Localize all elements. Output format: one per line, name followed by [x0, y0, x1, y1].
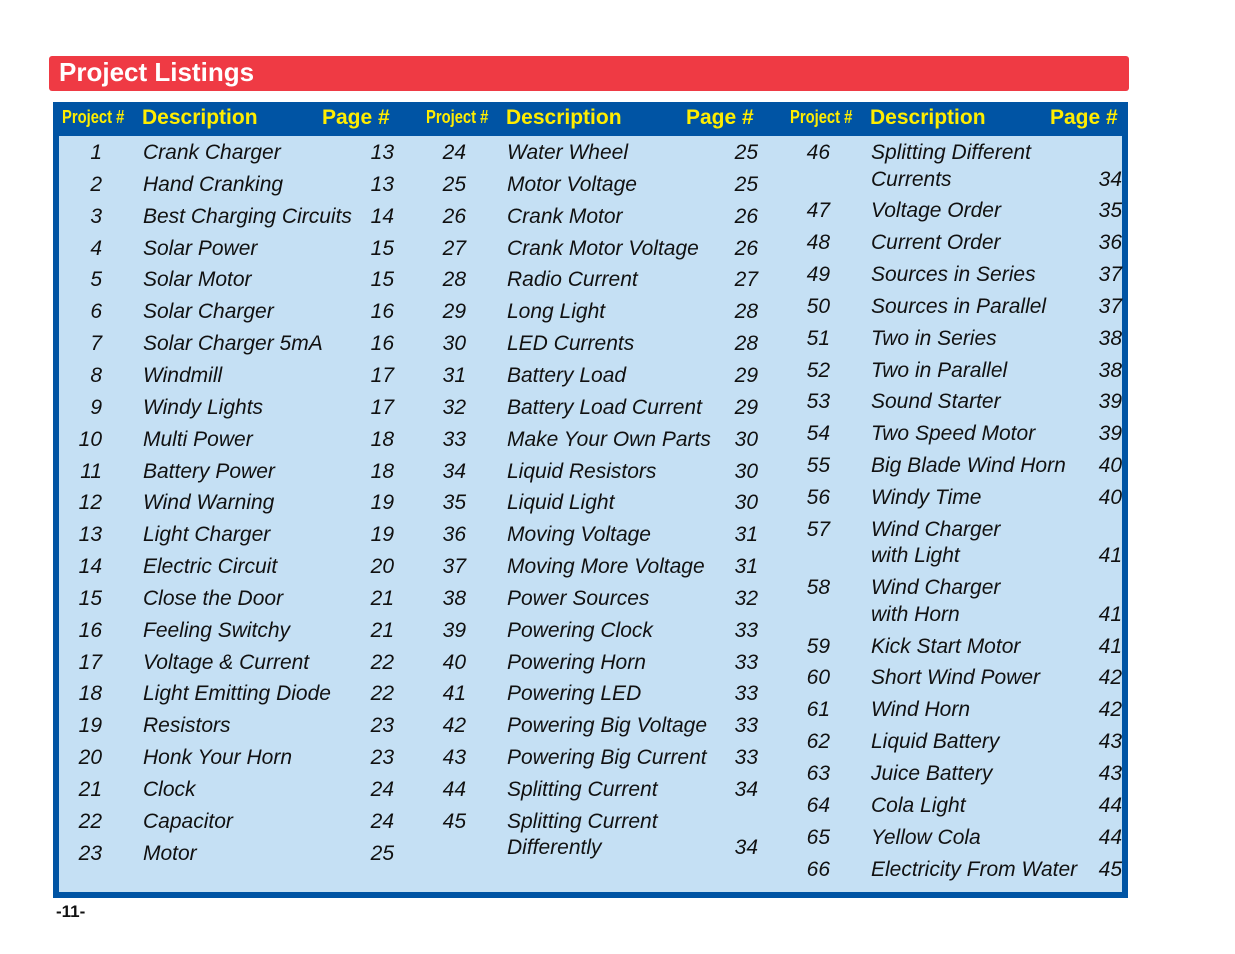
project-number: 64 [806, 793, 830, 817]
project-number: 22 [78, 809, 102, 833]
project-page: 44 [1098, 825, 1122, 849]
project-page: 15 [370, 268, 394, 292]
project-number: 10 [78, 427, 102, 451]
project-number: 62 [806, 730, 830, 754]
project-number: 15 [78, 586, 102, 610]
project-page: 21 [370, 618, 394, 642]
project-page: 19 [370, 491, 394, 515]
project-page: 34 [734, 836, 758, 860]
project-number: 34 [442, 459, 466, 483]
project-description: Wind Warning [143, 491, 275, 515]
project-number: 38 [442, 586, 466, 610]
project-page: 40 [1098, 486, 1122, 509]
project-description: Liquid Light [507, 491, 615, 515]
header-project-1: Project # [62, 107, 125, 127]
project-page: 39 [1098, 422, 1122, 446]
project-number: 63 [806, 761, 830, 785]
project-number: 46 [806, 141, 830, 164]
project-number: 24 [442, 141, 466, 164]
project-number: 44 [442, 778, 466, 801]
project-number: 60 [806, 666, 830, 690]
project-page: 23 [370, 746, 394, 770]
project-number: 4 [90, 236, 102, 260]
project-description: Long Light [507, 300, 606, 324]
project-number: 18 [78, 682, 102, 706]
project-description: Radio Current [507, 268, 638, 292]
project-description: Light Emitting Diode [143, 682, 331, 706]
project-description: Two Speed Motor [871, 422, 1036, 446]
project-description: Voltage & Current [143, 650, 310, 674]
project-number: 42 [442, 714, 466, 738]
project-description: Powering Clock [507, 618, 653, 642]
project-number: 52 [806, 358, 830, 382]
project-description: Differently [507, 836, 602, 860]
project-number: 61 [806, 698, 830, 722]
project-number: 33 [442, 427, 466, 451]
project-description: Electricity From Water [871, 857, 1078, 881]
project-description: Feeling Switchy [143, 618, 291, 642]
project-number: 35 [442, 491, 466, 515]
project-page: 35 [1098, 199, 1122, 223]
project-number: 21 [78, 778, 102, 801]
header-description-1: Description [142, 106, 258, 129]
project-page: 16 [370, 300, 394, 324]
project-number: 27 [442, 236, 466, 260]
project-description: Liquid Battery [871, 730, 1000, 754]
project-number: 11 [80, 459, 102, 483]
project-page: 40 [1098, 454, 1122, 478]
project-number: 55 [806, 454, 830, 478]
project-description: with Light [871, 544, 960, 568]
project-description: Splitting Current [507, 778, 658, 801]
project-description: Solar Charger [143, 300, 274, 324]
project-number: 40 [442, 650, 466, 674]
project-description: Cola Light [871, 793, 966, 817]
project-number: 1 [90, 141, 102, 164]
project-page: 22 [370, 682, 394, 706]
project-number: 5 [90, 268, 102, 292]
project-number: 29 [442, 300, 466, 324]
project-number: 3 [90, 204, 102, 228]
project-page: 34 [734, 778, 758, 801]
project-description: Big Blade Wind Horn [871, 454, 1066, 478]
project-number: 26 [442, 204, 466, 228]
project-number: 48 [806, 231, 830, 255]
page-title: Project Listings [59, 57, 255, 87]
project-page: 30 [734, 427, 758, 451]
project-number: 51 [806, 326, 830, 350]
project-page: 38 [1098, 326, 1122, 350]
project-page: 42 [1098, 698, 1122, 722]
project-description: Light Charger [143, 523, 271, 547]
project-description: Sound Starter [871, 390, 1001, 414]
header-page-3: Page # [1050, 106, 1118, 129]
project-description: Resistors [143, 714, 231, 738]
project-number: 57 [806, 517, 830, 541]
project-description: Yellow Cola [871, 825, 981, 849]
project-number: 16 [78, 618, 102, 642]
project-number: 65 [806, 825, 830, 849]
project-description: Windy Lights [143, 395, 264, 419]
project-description: Solar Motor [143, 268, 252, 292]
project-page: 15 [370, 236, 394, 260]
project-description: Splitting Current [507, 809, 658, 833]
project-page: 43 [1098, 761, 1122, 785]
project-number: 13 [78, 523, 102, 547]
project-page: 29 [734, 395, 758, 419]
project-description: Liquid Resistors [507, 459, 657, 483]
project-number: 54 [806, 422, 830, 446]
project-number: 39 [442, 618, 466, 642]
project-page: 33 [734, 682, 758, 706]
project-description: Clock [143, 778, 196, 801]
project-page: 36 [1098, 231, 1122, 255]
project-page: 25 [734, 141, 758, 164]
project-page: 27 [734, 268, 758, 292]
project-description: Battery Power [143, 459, 275, 483]
project-number: 36 [442, 523, 466, 547]
project-description: Electric Circuit [143, 555, 278, 579]
project-description: Kick Start Motor [871, 634, 1021, 658]
header-page-2: Page # [686, 106, 754, 129]
project-page: 28 [734, 332, 758, 356]
project-description: Battery Load [507, 363, 627, 387]
project-page: 31 [734, 555, 758, 579]
project-description: Motor Voltage [507, 172, 637, 196]
project-number: 17 [78, 650, 102, 674]
project-description: Crank Motor Voltage [507, 236, 699, 260]
project-page: 34 [1098, 167, 1122, 191]
project-page: 30 [734, 459, 758, 483]
project-number: 41 [442, 682, 466, 706]
project-number: 2 [90, 172, 102, 196]
project-number: 25 [442, 172, 466, 196]
project-number: 56 [806, 486, 830, 509]
project-number: 30 [442, 332, 466, 356]
project-description: Powering Big Voltage [507, 714, 708, 738]
project-description: Water Wheel [507, 141, 628, 164]
project-page: 33 [734, 650, 758, 674]
project-number: 66 [806, 857, 830, 881]
project-description: Crank Charger [143, 141, 281, 164]
project-page: 26 [734, 236, 758, 260]
project-description: Powering Big Current [507, 746, 707, 770]
project-description: Sources in Parallel [871, 294, 1047, 318]
project-page: 44 [1098, 793, 1122, 817]
project-number: 59 [806, 634, 830, 658]
header-project-2: Project # [426, 107, 489, 127]
project-number: 37 [442, 555, 466, 579]
title-bar [49, 56, 1129, 91]
project-page: 43 [1098, 730, 1122, 754]
project-page: 42 [1098, 666, 1122, 690]
project-description: Best Charging Circuits [143, 204, 352, 228]
page-number: -11- [56, 902, 86, 921]
project-page: 17 [370, 363, 394, 387]
project-description: Make Your Own Parts [507, 427, 711, 451]
project-page: 18 [370, 427, 394, 451]
project-page: 18 [370, 459, 394, 483]
project-page: 37 [1098, 263, 1122, 287]
project-page: 38 [1098, 358, 1122, 382]
project-description: Splitting Different [871, 141, 1031, 164]
project-number: 53 [806, 390, 830, 414]
project-description: Close the Door [143, 586, 284, 610]
project-description: Moving Voltage [507, 523, 651, 547]
project-description: Wind Charger [871, 576, 1001, 600]
project-page: 25 [370, 841, 394, 865]
project-description: Windy Time [871, 486, 982, 509]
project-description: Hand Cranking [143, 172, 284, 196]
project-number: 47 [806, 199, 830, 223]
project-page: 16 [370, 332, 394, 356]
project-page: 45 [1098, 857, 1122, 881]
project-number: 28 [442, 268, 466, 292]
project-page: 17 [370, 395, 394, 419]
project-page: 14 [370, 204, 394, 228]
project-number: 8 [90, 363, 102, 387]
project-number: 6 [90, 300, 102, 324]
project-description: Solar Charger 5mA [143, 332, 323, 356]
project-description: Wind Charger [871, 517, 1001, 541]
project-description: Multi Power [143, 427, 253, 451]
project-description: Power Sources [507, 586, 650, 610]
project-description: Honk Your Horn [143, 746, 293, 770]
project-page: 39 [1098, 390, 1122, 414]
project-description: Capacitor [143, 809, 233, 833]
project-page: 33 [734, 618, 758, 642]
project-description: Solar Power [143, 236, 258, 260]
project-page: 24 [370, 778, 394, 801]
project-description: Powering Horn [507, 650, 646, 674]
project-page: 33 [734, 746, 758, 770]
project-description: Current Order [871, 231, 1001, 255]
project-description: Sources in Series [871, 263, 1036, 287]
project-page: 41 [1098, 544, 1122, 568]
project-description: with Horn [871, 602, 960, 626]
project-page: 13 [370, 141, 394, 164]
project-description: Two in Series [871, 326, 997, 350]
project-number: 31 [442, 363, 466, 387]
project-page: 29 [734, 363, 758, 387]
project-page: 41 [1098, 602, 1122, 626]
project-page: 31 [734, 523, 758, 547]
project-number: 12 [78, 491, 102, 515]
project-description: Battery Load Current [507, 395, 702, 419]
project-page: 41 [1098, 634, 1122, 658]
project-number: 45 [442, 809, 466, 833]
project-number: 32 [442, 395, 466, 419]
project-page: 32 [734, 586, 758, 610]
project-page: 13 [370, 172, 394, 196]
project-number: 7 [90, 332, 102, 356]
project-number: 19 [78, 714, 102, 738]
project-page: 20 [370, 555, 394, 579]
project-number: 49 [806, 263, 830, 287]
project-page: 24 [370, 809, 394, 833]
header-description-3: Description [870, 106, 986, 129]
header-project-3: Project # [790, 107, 853, 127]
project-description: Moving More Voltage [507, 555, 705, 579]
project-description: Wind Horn [871, 698, 971, 722]
project-page: 23 [370, 714, 394, 738]
project-page: 25 [734, 172, 758, 196]
project-number: 14 [78, 555, 102, 579]
project-page: 37 [1098, 294, 1122, 318]
project-number: 43 [442, 746, 466, 770]
project-description: Voltage Order [871, 199, 1001, 223]
project-description: LED Currents [507, 332, 635, 356]
project-page: 30 [734, 491, 758, 515]
project-description: Short Wind Power [871, 666, 1041, 690]
header-page-1: Page # [322, 106, 390, 129]
project-description: Windmill [143, 363, 223, 387]
project-page: 26 [734, 204, 758, 228]
project-description: Powering LED [507, 682, 642, 706]
project-page: 19 [370, 523, 394, 547]
project-page: 22 [370, 650, 394, 674]
project-page: 28 [734, 300, 758, 324]
project-number: 20 [78, 746, 102, 770]
project-number: 50 [806, 294, 830, 318]
project-description: Crank Motor [507, 204, 623, 228]
header-description-2: Description [506, 106, 622, 129]
project-page: 21 [370, 586, 394, 610]
project-number: 58 [806, 576, 830, 600]
project-description: Juice Battery [871, 761, 993, 785]
project-description: Currents [871, 167, 952, 191]
project-number: 9 [90, 395, 102, 419]
project-page: 33 [734, 714, 758, 738]
project-number: 23 [78, 841, 102, 865]
project-description: Motor [143, 841, 197, 865]
project-description: Two in Parallel [871, 358, 1008, 382]
